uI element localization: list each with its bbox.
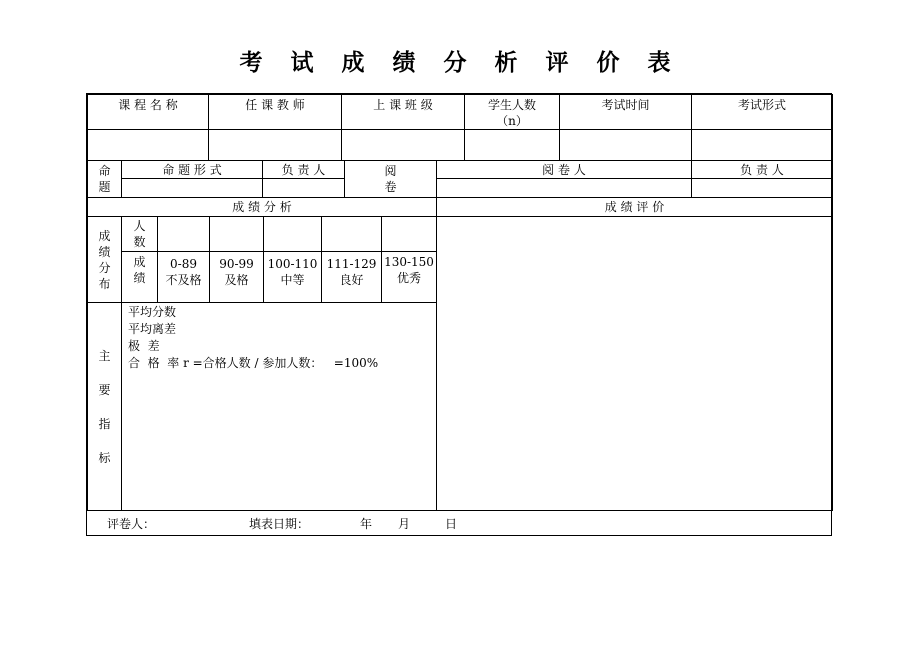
footer-date-label: 填表日期：	[249, 517, 310, 531]
review-responsible-label: 负 责 人	[691, 160, 833, 179]
distribution-count-label: 人 数	[121, 216, 158, 252]
footer-reviewer: 评卷人：	[107, 517, 156, 531]
range-excellent: 130-150 优秀	[381, 251, 437, 303]
header-class: 上 课 班 级	[341, 94, 465, 130]
indicator-average-deviation: 平均离差	[128, 322, 177, 336]
count-0-89[interactable]	[157, 216, 210, 252]
indicator-average-score: 平均分数	[128, 305, 177, 319]
review-responsible-value[interactable]	[691, 178, 833, 198]
section-score-evaluation: 成 绩 评 价	[436, 197, 833, 217]
evaluation-form-table	[86, 93, 832, 536]
reviewer-value[interactable]	[436, 178, 692, 198]
range-pass: 90-99 及格	[209, 251, 264, 303]
proposition-responsible-label: 负 责 人	[262, 160, 345, 179]
value-student-count[interactable]	[464, 129, 560, 161]
value-class[interactable]	[341, 129, 465, 161]
indicator-pass-rate: 合 格 率 r =合格人数 / 参加人数： =100%	[128, 356, 379, 370]
distribution-label: 成 绩 分 布	[87, 216, 122, 303]
evaluation-area[interactable]	[436, 216, 833, 511]
range-good: 111-129 良好	[321, 251, 382, 303]
count-111-129[interactable]	[321, 216, 382, 252]
header-student-count: 学生人数 （n）	[464, 94, 560, 130]
header-teacher: 任 课 教 师	[208, 94, 342, 130]
value-exam-time[interactable]	[559, 129, 692, 161]
indicator-range: 极 差	[128, 339, 160, 353]
count-130-150[interactable]	[381, 216, 437, 252]
range-medium: 100-110 中等	[263, 251, 322, 303]
page-title: 考 试 成 绩 分 析 评 价 表	[239, 50, 681, 76]
value-course-name[interactable]	[87, 129, 209, 161]
count-90-99[interactable]	[209, 216, 264, 252]
header-exam-time: 考试时间	[559, 94, 692, 130]
footer-row	[87, 510, 833, 537]
footer-day: 日	[445, 517, 458, 531]
reviewer-label: 阅 卷 人	[436, 160, 692, 179]
indicators-label: 主 要 指 标	[87, 302, 122, 511]
proposition-responsible-value[interactable]	[262, 178, 345, 198]
footer-month: 月	[398, 517, 411, 531]
proposition-form-value[interactable]	[121, 178, 263, 198]
section-score-analysis: 成 绩 分 析	[87, 197, 437, 217]
distribution-score-label: 成 绩	[121, 251, 158, 303]
proposition-label: 命 题	[87, 160, 122, 198]
header-course-name: 课 程 名 称	[87, 94, 209, 130]
range-fail: 0-89 不及格	[157, 251, 210, 303]
header-exam-form: 考试形式	[691, 94, 833, 130]
count-100-110[interactable]	[263, 216, 322, 252]
value-exam-form[interactable]	[691, 129, 833, 161]
proposition-form-label: 命 题 形 式	[121, 160, 263, 179]
value-teacher[interactable]	[208, 129, 342, 161]
indicators-area[interactable]	[121, 302, 437, 511]
review-label: 阅 卷	[344, 160, 437, 198]
footer-year: 年	[360, 517, 373, 531]
